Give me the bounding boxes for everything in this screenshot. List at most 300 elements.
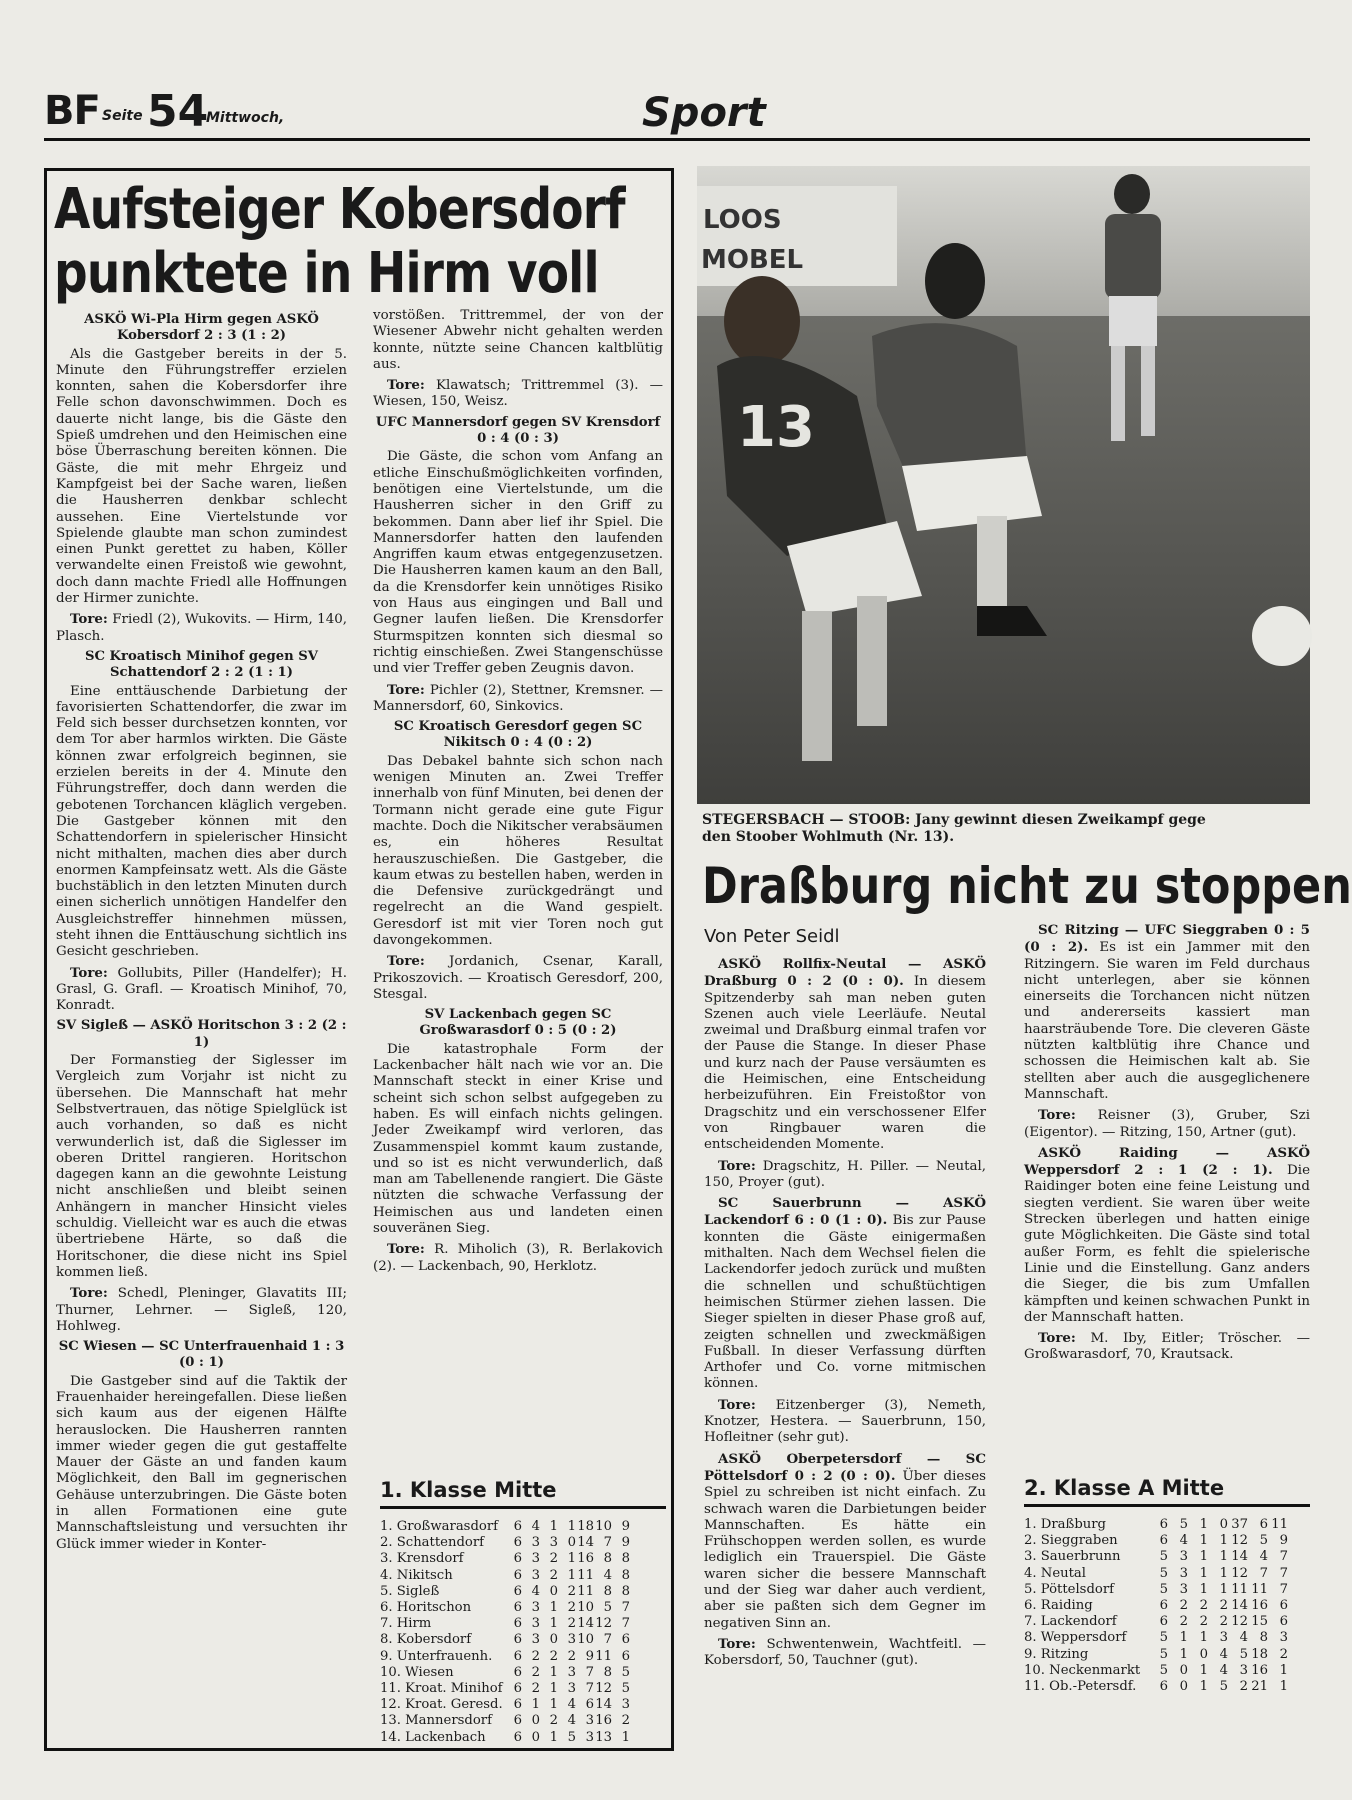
stat-cell: 3: [567, 1632, 576, 1648]
stat-cell: 3: [567, 1681, 576, 1697]
match-heading: SC Kroatisch Minihof gegen SV Schattendorf 2 : 2 (1 : 1): [84, 648, 319, 681]
stat-cell: 18: [1251, 1646, 1268, 1662]
match-heading: SC Wiesen — SC Unterfrauenhaid 1 : 3 (0 : 1): [58, 1339, 345, 1371]
stat-cell: 3: [531, 1632, 540, 1648]
scorers-line: [373, 377, 663, 411]
stat-cell: 3: [531, 1616, 540, 1632]
table-row: [380, 1568, 630, 1584]
article-column-2: [373, 308, 663, 1468]
team-cell: 8. Kobersdorf: [380, 1632, 472, 1648]
scorers-label: Tore:: [1038, 1107, 1076, 1124]
table-row: [380, 1519, 630, 1535]
stat-cell: 1: [549, 1519, 558, 1534]
stat-cell: 9: [621, 1535, 630, 1551]
team-cell: 10. Neckenmarkt: [1024, 1662, 1141, 1678]
stat-cell: 3: [531, 1535, 540, 1551]
team-cell: 4. Nikitsch: [380, 1567, 453, 1583]
stat-cell: 4: [1219, 1662, 1228, 1678]
stat-cell: 2: [1279, 1646, 1288, 1662]
stat-cell: 12: [1231, 1533, 1248, 1549]
stat-cell: 1: [1279, 1679, 1288, 1695]
stat-cell: 2: [621, 1713, 630, 1729]
stat-cell: 5: [1239, 1646, 1248, 1662]
stat-cell: 2: [549, 1713, 558, 1729]
table-row: [380, 1632, 630, 1648]
standings-table: [380, 1519, 630, 1746]
table-rule: [380, 1506, 666, 1509]
team-cell: 11. Ob.-Petersdf.: [1024, 1679, 1137, 1695]
stat-cell: 0: [1199, 1646, 1208, 1662]
scorers-line: [373, 682, 663, 716]
table-row: [1024, 1517, 1288, 1533]
stat-cell: 3: [531, 1600, 540, 1616]
stat-cell: 21: [1251, 1679, 1268, 1695]
report-text: In diesem Spitzenderby sah man neben guten Szenen auch viele Leerläufe. Neutal zweimal und Draßburg einmal trafen vor der Pause die Stange. In dieser Phase und kurz nach der Pause versäumten es die Heimischen, eine Entscheidung herbeizuführen. Ein Freistoßtor von Dragschitz und ein verschossener Elfer von Ringbauer waren die entscheidenden Momente.: [704, 974, 986, 1153]
stat-cell: 3: [621, 1697, 630, 1713]
stat-cell: 1: [1199, 1581, 1208, 1597]
headline-line: Aufsteiger Kobersdorf: [54, 177, 625, 242]
scorers-text: Friedl (2), Wukovits. — Hirm, 140, Plasch.: [56, 612, 347, 644]
stat-cell: 18: [577, 1519, 594, 1534]
team-cell: 3. Sauerbrunn: [1024, 1549, 1121, 1565]
stat-cell: 3: [1279, 1630, 1288, 1646]
stat-cell: 13: [595, 1729, 612, 1745]
report-text: Bis zur Pause konnten die Gäste einigermaßen mithalten. Nach dem Wechsel fielen die Lackendorfer jedoch zurück und mußten die schnellen und schußtüchtigen heimischen Stürmer ziehen lassen. Die Sieger spielten in dieser Phase groß auf, zeigten schnellen und zweckmäßigen Fußball. In dieser Verfassung dürften Arthofer und Co. vorne mitmischen können.: [704, 1213, 986, 1392]
masthead-rule: [44, 138, 1310, 141]
stat-cell: 1: [549, 1729, 558, 1745]
article-headline: [54, 177, 625, 306]
masthead: [44, 88, 1310, 138]
paragraph: Die Gastgeber sind auf die Taktik der Frauenhaider hereingefallen. Diese ließen sich kaum aus der eigenen Hälfte herauslocken. Die Hausherren rannten immer wieder gegen die gut gestaffelte Mauer der Gäste an und fanden kaum Möglichkeit, den Ball im gegnerischen Gehäuse unterzubringen. Die Gäste boten in allen Formationen eine gute Mannschaftsleistung und versuchten ihr Glück immer wieder in Konter-: [56, 1373, 347, 1552]
table-row: [1024, 1566, 1288, 1582]
scorers-label: Tore:: [718, 1396, 756, 1413]
stat-cell: 7: [603, 1535, 612, 1551]
stat-cell: 2: [567, 1648, 576, 1664]
stat-cell: 4: [1179, 1533, 1188, 1549]
match-heading: UFC Mannersdorf gegen SV Krensdorf 0 : 4 (0 : 3): [375, 414, 661, 447]
match-report: [704, 1451, 986, 1632]
stat-cell: 7: [585, 1664, 594, 1680]
stat-cell: 14: [577, 1616, 594, 1632]
stat-cell: 6: [513, 1600, 522, 1616]
stat-cell: 2: [1219, 1598, 1228, 1614]
stat-cell: 0: [1219, 1517, 1228, 1532]
stat-cell: 1: [1199, 1565, 1208, 1581]
match-heading: ASKÖ Raiding — ASKÖ Weppersdorf 2 : 1 (2 : 1).: [1024, 1144, 1310, 1179]
scorers-line: [704, 1636, 986, 1670]
match-photo: [697, 166, 1310, 804]
stat-cell: 2: [1239, 1679, 1248, 1695]
stat-cell: 6: [621, 1648, 630, 1664]
stat-cell: 6: [513, 1551, 522, 1567]
stat-cell: 3: [1179, 1549, 1188, 1565]
stat-cell: 5: [1259, 1533, 1268, 1549]
table-row: [1024, 1533, 1288, 1549]
stat-cell: 5: [621, 1664, 630, 1680]
scorers-text: Eitzenberger (3), Nemeth, Knotzer, Hestera. — Sauerbrunn, 150, Hofleitner (sehr gut).: [704, 1397, 986, 1446]
table-row: [1024, 1679, 1288, 1695]
table-row: [380, 1681, 630, 1697]
stat-cell: 37: [1231, 1517, 1248, 1532]
team-cell: 9. Unterfrauenh.: [380, 1648, 493, 1664]
stat-cell: 2: [1179, 1614, 1188, 1630]
stat-cell: 8: [621, 1567, 630, 1583]
stat-cell: 5: [1159, 1581, 1168, 1597]
paragraph: Die katastrophale Form der Lackenbacher hält nach wie vor an. Die Mannschaft steckt in einer Krise und scheint sich schon selbst aufgegeben zu haben. Es will einfach nichts gelingen. Jeder Zweikampf wird verloren, das Zusammenspiel kommt kaum zustande, und so ist es nicht verwunderlich, daß man am Tabellenende rangiert. Die Gäste nützten die schwache Verfassung der Heimischen aus und landeten einen souveränen Sieg.: [373, 1041, 663, 1237]
scorers-line: [56, 611, 347, 645]
scorers-label: Tore:: [70, 964, 108, 981]
match-report: [1024, 1145, 1310, 1326]
stat-cell: 8: [603, 1583, 612, 1599]
stat-cell: 2: [1219, 1614, 1228, 1630]
stat-cell: 11: [1271, 1517, 1288, 1532]
team-cell: 5. Pöttelsdorf: [1024, 1581, 1115, 1597]
scorers-label: Tore:: [387, 681, 425, 698]
stat-cell: 6: [513, 1697, 522, 1713]
stat-cell: 7: [603, 1632, 612, 1648]
team-cell: 5. Sigleß: [380, 1583, 440, 1599]
stat-cell: 14: [1231, 1549, 1248, 1565]
stat-cell: 0: [549, 1583, 558, 1599]
stat-cell: 12: [595, 1681, 612, 1697]
stat-cell: 0: [531, 1729, 540, 1745]
sign-text: LOOS: [703, 205, 782, 235]
scorers-text: Gollubits, Piller (Handelfer); H. Grasl, G. Grafl. — Kroatisch Minihof, 70, Konradt.: [56, 965, 347, 1014]
stat-cell: 0: [1179, 1662, 1188, 1678]
match-heading: SV Sigleß — ASKÖ Horitschon 3 : 2 (2 : 1): [56, 1018, 347, 1050]
scorers-line: [704, 1158, 986, 1192]
stat-cell: 6: [513, 1713, 522, 1729]
table-row: [380, 1584, 630, 1600]
stat-cell: 2: [1179, 1598, 1188, 1614]
team-cell: 9. Ritzing: [1024, 1646, 1089, 1662]
team-cell: 11. Kroat. Minihof: [380, 1681, 503, 1697]
stat-cell: 15: [1251, 1614, 1268, 1630]
stat-cell: 8: [621, 1583, 630, 1599]
standings-table-2: [1024, 1476, 1310, 1695]
stat-cell: 12: [1231, 1614, 1248, 1630]
stat-cell: 2: [531, 1648, 540, 1664]
stat-cell: 7: [621, 1616, 630, 1632]
stat-cell: 6: [513, 1583, 522, 1599]
stat-cell: 2: [1199, 1598, 1208, 1614]
stat-cell: 2: [567, 1583, 576, 1599]
stat-cell: 6: [513, 1567, 522, 1583]
match-report: [704, 1195, 986, 1393]
stat-cell: 8: [603, 1664, 612, 1680]
scorers-text: M. Iby, Eitler; Tröscher. — Großwarasdorf, 70, Krautsack.: [1024, 1331, 1310, 1363]
scorers-text: Klawatsch; Trittremmel (3). — Wiesen, 150, Weisz.: [373, 378, 663, 410]
jersey-number: 13: [737, 395, 815, 460]
match-heading: ASKÖ Wi-Pla Hirm gegen ASKÖ Kobersdorf 2 : 3 (1 : 2): [84, 312, 319, 344]
stat-cell: 5: [567, 1729, 576, 1745]
scorers-line: [56, 1285, 347, 1335]
paragraph: Der Formanstieg der Siglesser im Vergleich zum Vorjahr ist nicht zu übersehen. Die Mannschaft hat mehr Selbstvertrauen, das nötige Spielglück ist auch vorhanden, so daß es nicht verwunderlich ist, daß die Siglesser im oberen Drittel rangieren. Horitschon dagegen kann an die gewohnte Leistung nicht anschließen und bleibt seinen Anhängern in mancher Hinsicht vieles schuldig. Vielleicht war es auch die etwas übertriebene Härte, so daß die Horitschoner, die diese nicht ins Spiel kommen ließ.: [56, 1053, 347, 1280]
stat-cell: 6: [513, 1535, 522, 1551]
stat-cell: 9: [621, 1519, 630, 1534]
scorers-text: Reisner (3), Gruber, Szi (Eigentor). — Ritzing, 150, Artner (gut).: [1024, 1108, 1310, 1140]
paragraph: vorstößen. Trittremmel, der von der Wiesener Abwehr nicht gehalten werden konnte, nützte seine Chancen kaltblütig aus.: [373, 308, 663, 372]
team-cell: 1. Draßburg: [1024, 1517, 1107, 1532]
stat-cell: 1: [1199, 1662, 1208, 1678]
table-title: 2. Klasse A Mitte: [1024, 1476, 1225, 1500]
paragraph: Die Gäste, die schon vom Anfang an etliche Einschußmöglichkeiten vorfinden, benötigen eine Viertelstunde, um die Hausherren sicher in den Griff zu bekommen. Dann aber lief ihr Spiel. Die Mannersdorfer hatten den laufenden Angriffen kaum etwas entgegenzusetzen. Die Hausherren kamen kaum an den Ball, da die Krensdorfer kein unnötiges Risiko von Haus aus eingingen und Ball und Gegner laufen ließen. Die Krensdorfer Sturmspitzen konnten sich diesmal so richtig einschießen. Zwei Stangenschüsse und vier Treffer geben Zeugnis davon.: [373, 449, 663, 677]
stat-cell: 1: [1179, 1630, 1188, 1646]
page-label: Seite: [102, 108, 143, 124]
stat-cell: 16: [1251, 1662, 1268, 1678]
paragraph: Das Debakel bahnte sich schon nach wenigen Minuten an. Zwei Treffer innerhalb von fünf Minuten, bei denen der Tormann nicht gerade eine gute Figur machte. Doch die Nikitscher verabsäumen es, ein höheres Resultat herauszuschießen. Die Gastgeber, die kaum etwas zu bestellen haben, werden in die Defensive zurückgedrängt und regelrecht an die Wand gespielt. Geresdorf ist mit vier Toren noch gut davongekommen.: [373, 753, 663, 948]
stat-cell: 5: [1159, 1646, 1168, 1662]
stat-cell: 4: [603, 1567, 612, 1583]
stat-cell: 3: [585, 1729, 594, 1745]
scorers-text: Schwentenwein, Wachtfeitl. — Kobersdorf, 50, Tauchner (gut).: [704, 1636, 986, 1669]
stat-cell: 1: [567, 1551, 576, 1567]
page-number: 54: [147, 86, 209, 137]
stat-cell: 0: [567, 1535, 576, 1551]
standings-table: [1024, 1517, 1288, 1695]
table-row: [1024, 1598, 1288, 1614]
scorers-line: [1024, 1107, 1310, 1141]
table-row: [380, 1551, 630, 1567]
table-rule: [1024, 1504, 1310, 1507]
stat-cell: 0: [1179, 1679, 1188, 1695]
stat-cell: 6: [513, 1681, 522, 1697]
stat-cell: 1: [1199, 1533, 1208, 1549]
stat-cell: 11: [595, 1648, 612, 1664]
stat-cell: 6: [1159, 1598, 1168, 1614]
standings-table-1: [380, 1478, 666, 1746]
sign-text: MOBEL: [701, 245, 804, 275]
scorers-text: Dragschitz, H. Piller. — Neutal, 150, Proyer (gut).: [704, 1158, 986, 1190]
stat-cell: 3: [1219, 1630, 1228, 1646]
stat-cell: 2: [549, 1648, 558, 1664]
table-row: [1024, 1614, 1288, 1630]
stat-cell: 6: [513, 1519, 522, 1534]
stat-cell: 5: [1159, 1630, 1168, 1646]
weekday: Mittwoch,: [206, 110, 285, 126]
team-cell: 14. Lackenbach: [380, 1729, 486, 1745]
stat-cell: 11: [1251, 1581, 1268, 1597]
table-row: [380, 1713, 630, 1729]
stat-cell: 1: [1199, 1549, 1208, 1565]
stat-cell: 6: [621, 1632, 630, 1648]
stat-cell: 8: [603, 1551, 612, 1567]
stat-cell: 9: [585, 1648, 594, 1664]
stat-cell: 7: [1279, 1565, 1288, 1581]
stat-cell: 4: [1259, 1549, 1268, 1565]
stat-cell: 4: [1239, 1630, 1248, 1646]
match-heading: ASKÖ Rollfix-Neutal — ASKÖ Draßburg 0 : 2 (0 : 0).: [704, 956, 986, 990]
stat-cell: 1: [549, 1681, 558, 1697]
stat-cell: 6: [1259, 1517, 1268, 1532]
stat-cell: 9: [1279, 1533, 1288, 1549]
report-text: Die Raidinger boten eine feine Leistung und siegten verdient. Sie waren über weite Strecken überlegen und hatten einige gute Möglichkeiten. Die Gäste sind total außer Form, es fehlt die spielerische Linie und die Einstellung. Ganz anders die Sieger, die bis zum Umfallen kämpften und keinen schwachen Punkt in der Mannschaft hatten.: [1024, 1163, 1310, 1325]
scorers-line: [373, 953, 663, 1003]
stat-cell: 5: [603, 1600, 612, 1616]
stat-cell: 8: [1259, 1630, 1268, 1646]
match-heading: ASKÖ Oberpetersdorf — SC Pöttelsdorf 0 : 2 (0 : 0).: [704, 1450, 986, 1484]
table-row: [380, 1535, 630, 1551]
stat-cell: 2: [567, 1600, 576, 1616]
stat-cell: 3: [531, 1567, 540, 1583]
stat-cell: 1: [531, 1697, 540, 1713]
stat-cell: 5: [621, 1681, 630, 1697]
stat-cell: 5: [1219, 1679, 1228, 1695]
stat-cell: 3: [567, 1664, 576, 1680]
team-cell: 6. Raiding: [1024, 1598, 1093, 1614]
scorers-line: [56, 965, 347, 1015]
stat-cell: 1: [1219, 1565, 1228, 1581]
match-heading: SV Lackenbach gegen SC Großwarasdorf 0 : 5 (0 : 2): [419, 1007, 617, 1039]
team-cell: 7. Hirm: [380, 1616, 432, 1632]
stat-cell: 6: [513, 1729, 522, 1745]
stat-cell: 10: [577, 1632, 594, 1648]
stat-cell: 11: [1231, 1581, 1248, 1597]
match-report: [704, 956, 986, 1154]
stat-cell: 1: [1279, 1662, 1288, 1678]
scorers-label: Tore:: [718, 1157, 756, 1174]
article2-column-2: [1024, 922, 1310, 1482]
table-row: [1024, 1582, 1288, 1598]
article-column-1: [56, 308, 347, 1748]
photo-illustration: [697, 166, 1310, 804]
stat-cell: 3: [1179, 1581, 1188, 1597]
caption-line: den Stoober Wohlmuth (Nr. 13).: [702, 829, 955, 845]
stat-cell: 1: [549, 1664, 558, 1680]
stat-cell: 1: [621, 1729, 630, 1745]
scorers-text: Jordanich, Csenar, Karall, Prikoszovich. — Kroatisch Geresdorf, 200, Stesgal.: [373, 954, 663, 1002]
stat-cell: 5: [1159, 1549, 1168, 1565]
stat-cell: 1: [1219, 1581, 1228, 1597]
team-cell: 2. Sieggraben: [1024, 1533, 1118, 1549]
stat-cell: 7: [1279, 1549, 1288, 1565]
stat-cell: 6: [513, 1664, 522, 1680]
stat-cell: 1: [1199, 1679, 1208, 1695]
team-cell: 12. Kroat. Geresd.: [380, 1697, 503, 1713]
stat-cell: 12: [595, 1616, 612, 1632]
scorers-label: Tore:: [718, 1635, 756, 1652]
stat-cell: 14: [595, 1697, 612, 1713]
stat-cell: 5: [1159, 1565, 1168, 1581]
table-row: [1024, 1630, 1288, 1646]
stat-cell: 6: [1159, 1533, 1168, 1549]
stat-cell: 10: [577, 1600, 594, 1616]
section-title: Sport: [642, 90, 766, 136]
scorers-label: Tore:: [387, 377, 425, 394]
stat-cell: 7: [585, 1681, 594, 1697]
stat-cell: 3: [585, 1713, 594, 1729]
stat-cell: 3: [1179, 1565, 1188, 1581]
stat-cell: 6: [1159, 1679, 1168, 1695]
stat-cell: 1: [549, 1616, 558, 1632]
stat-cell: 14: [1231, 1598, 1248, 1614]
table-title: 1. Klasse Mitte: [380, 1478, 557, 1502]
table-row: [1024, 1647, 1288, 1663]
scorers-text: R. Miholich (3), R. Berlakovich (2). — Lackenbach, 90, Herklotz.: [373, 1242, 663, 1274]
caption-line: STEGERSBACH — STOOB: Jany gewinnt diesen Zweikampf gege: [702, 812, 1206, 828]
football: [1252, 606, 1312, 666]
scorers-line: [373, 1241, 663, 1275]
team-cell: 8. Weppersdorf: [1024, 1630, 1127, 1646]
stat-cell: 3: [1239, 1662, 1248, 1678]
stat-cell: 6: [513, 1632, 522, 1648]
stat-cell: 7: [621, 1600, 630, 1616]
stat-cell: 2: [549, 1567, 558, 1583]
scorers-label: Tore:: [70, 1285, 108, 1302]
article2-headline: Draßburg nicht zu stoppen: [702, 857, 1352, 915]
team-cell: 3. Krensdorf: [380, 1551, 464, 1567]
stat-cell: 6: [1279, 1614, 1288, 1630]
stat-cell: 3: [531, 1551, 540, 1567]
headline-line: punktete in Hirm voll: [54, 241, 599, 306]
photo-caption: [702, 812, 1310, 846]
stat-cell: 2: [531, 1681, 540, 1697]
stat-cell: 2: [1199, 1614, 1208, 1630]
team-cell: 4. Neutal: [1024, 1565, 1086, 1581]
stat-cell: 11: [577, 1583, 594, 1599]
stat-cell: 5: [1179, 1517, 1188, 1532]
scorers-text: Schedl, Pleninger, Glavatits III; Thurner, Lehrner. — Sigleß, 120, Hohlweg.: [56, 1286, 347, 1334]
stat-cell: 8: [621, 1551, 630, 1567]
stat-cell: 6: [513, 1648, 522, 1664]
team-cell: 10. Wiesen: [380, 1664, 454, 1680]
scorers-line: [704, 1397, 986, 1447]
stat-cell: 0: [549, 1632, 558, 1648]
stat-cell: 14: [577, 1535, 594, 1551]
stat-cell: 4: [567, 1697, 576, 1713]
stat-cell: 7: [1279, 1581, 1288, 1597]
stat-cell: 7: [1259, 1565, 1268, 1581]
scorers-text: Pichler (2), Stettner, Kremsner. — Mannersdorf, 60, Sinkovics.: [373, 682, 663, 714]
stat-cell: 0: [531, 1713, 540, 1729]
stat-cell: 1: [567, 1519, 576, 1534]
stat-cell: 4: [567, 1713, 576, 1729]
match-heading: SC Sauerbrunn — ASKÖ Lackendorf 6 : 0 (1 : 0).: [704, 1195, 986, 1229]
table-row: [380, 1600, 630, 1616]
stat-cell: 5: [1159, 1662, 1168, 1678]
byline: Von Peter Seidl: [704, 926, 840, 947]
stat-cell: 1: [1179, 1646, 1188, 1662]
stat-cell: 4: [531, 1519, 540, 1534]
match-report: [1024, 922, 1310, 1103]
stat-cell: 10: [595, 1519, 612, 1534]
stat-cell: 6: [1159, 1614, 1168, 1630]
stat-cell: 6: [585, 1697, 594, 1713]
team-cell: 7. Lackendorf: [1024, 1614, 1117, 1630]
stat-cell: 1: [1199, 1630, 1208, 1646]
stat-cell: 12: [1231, 1565, 1248, 1581]
table-row: [1024, 1549, 1288, 1565]
stat-cell: 16: [595, 1713, 612, 1729]
stat-cell: 2: [531, 1664, 540, 1680]
table-row: [380, 1730, 630, 1746]
stat-cell: 2: [567, 1616, 576, 1632]
team-cell: 6. Horitschon: [380, 1600, 472, 1616]
match-heading: SC Kroatisch Geresdorf gegen SC Nikitsch 0 : 4 (0 : 2): [393, 719, 643, 751]
table-row: [380, 1616, 630, 1632]
table-row: [380, 1665, 630, 1681]
stat-cell: 16: [577, 1551, 594, 1567]
stat-cell: 1: [549, 1697, 558, 1713]
paragraph: Eine enttäuschende Darbietung der favorisierten Schattendorfer, die zwar im Feld sich besser durchsetzen konnten, vor dem Tor aber harmlos wirkten. Die Gäste können zwar erfolgreich beginnen, sie erzielen bereits in der 4. Minute den Führungstreffer, doch dann werden die gebotenen Torchancen kläglich vergeben. Die Gastgeber können mit den Schattendorfern in spielerischer Hinsicht nicht mithalten, machen dies aber durch enormen Kampfeinsatz wett. Als die Gäste buchstäblich in den letzten Minuten durch einen sicherlich unnötigen Handelfer den Ausgleichstreffer hinnehmen müssen, steht ihnen die Enttäuschung sichtlich ins Gesicht geschrieben.: [56, 683, 347, 960]
table-row: [1024, 1663, 1288, 1679]
table-row: [380, 1697, 630, 1713]
team-cell: 13. Mannersdorf: [380, 1713, 492, 1729]
team-cell: 2. Schattendorf: [380, 1535, 485, 1551]
stat-cell: 1: [1199, 1517, 1208, 1532]
stat-cell: 4: [1219, 1646, 1228, 1662]
paragraph: Als die Gastgeber bereits in der 5. Minute den Führungstreffer erzielen konnten, sahen die Kobersdorfer ihre Felle schon davonschwimmen. Doch es dauerte nicht lange, bis die Gäste den Spieß umdrehen und den Heimischen eine böse Überraschung bereiten können. Die Gäste, die mit mehr Ehrgeiz und Kampfgeist bei der Sache waren, ließen die Hausherren denkbar schlecht aussehen. Eine Viertelstunde vor Spielende glaubte man schon zumindest einen Punkt gerettet zu haben, Köller verwandelte einen Freistoß wie gewohnt, doch dann machte Friedl alle Hoffnungen der Hirmer zunichte.: [56, 346, 347, 607]
